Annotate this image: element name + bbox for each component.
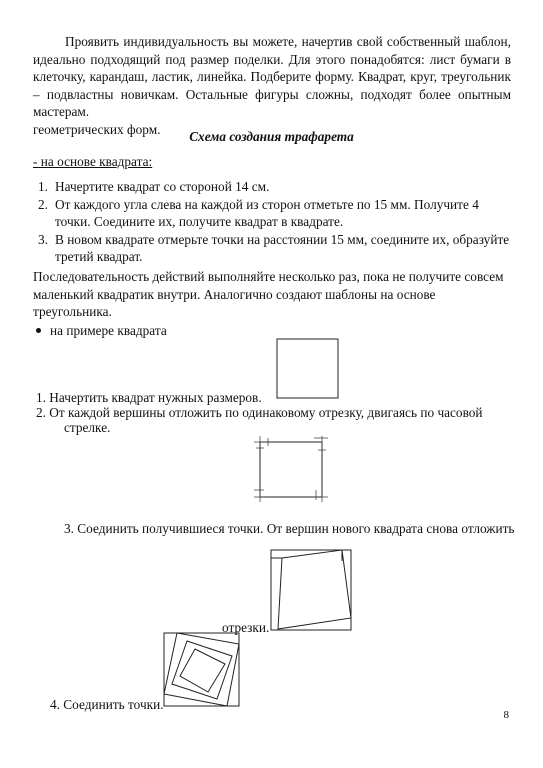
instruction-list [33,178,513,266]
example-step-2-cont: стрелке. [64,420,111,435]
list-item: 1. Начертите квадрат со стороной 14 см. [38,179,270,194]
intro-text [33,33,511,139]
section-heading: Схема создания трафарета [189,129,354,144]
example-step-4: 4. Соединить точки. [50,697,164,712]
list-item: 2. От каждого угла слева на каждой из сторон отметьте по 15 мм. Получите 4 точки. Соедините их, получите квадрат в квадрате. [38,196,479,230]
figure-square [276,338,340,400]
example-step-3-cont: отрезки. [222,620,270,635]
summary-paragraph: Последовательность действий выполняйте несколько раз, пока не получите совсем маленький квадратик внутри. Аналогично создают шаблоны на основе треугольника. [33,269,504,320]
intro-paragraph-end: геометрических форм. [33,121,161,137]
figure-square-in-square [270,549,353,632]
subheading: - на основе квадрата: [33,154,153,169]
example-step-3: 3. Соединить получившиеся точки. От вершин нового квадрата снова отложить [64,521,515,536]
figure-nested-squares [163,632,241,708]
bullet-item: на примере квадрата [50,323,167,339]
page-number: 8 [503,709,509,721]
figure-square-marked [250,432,332,504]
example-step-2: 2. От каждой вершины отложить по одинаковому отрезку, двигаясь по часовой [36,405,483,420]
list-item: 3. В новом квадрате отмерьте точки на расстоянии 15 мм, соедините их, образуйте третий квадрат. [38,231,510,265]
intro-paragraph: Проявить индивидуальность вы можете, начертив свой собственный шаблон, идеально подходящий под размер поделки. Для этого понадобятся: лист бумаги в клеточку, карандаш, ластик, линейка. Подберите форму. Квадрат, круг, треугольник – подвластны новичкам. Остальные фигуры сложны, подходят более опытным мастерам. [33,34,511,120]
example-step-1: 1. Начертить квадрат нужных размеров. [36,390,262,405]
bullet-icon [36,328,41,333]
